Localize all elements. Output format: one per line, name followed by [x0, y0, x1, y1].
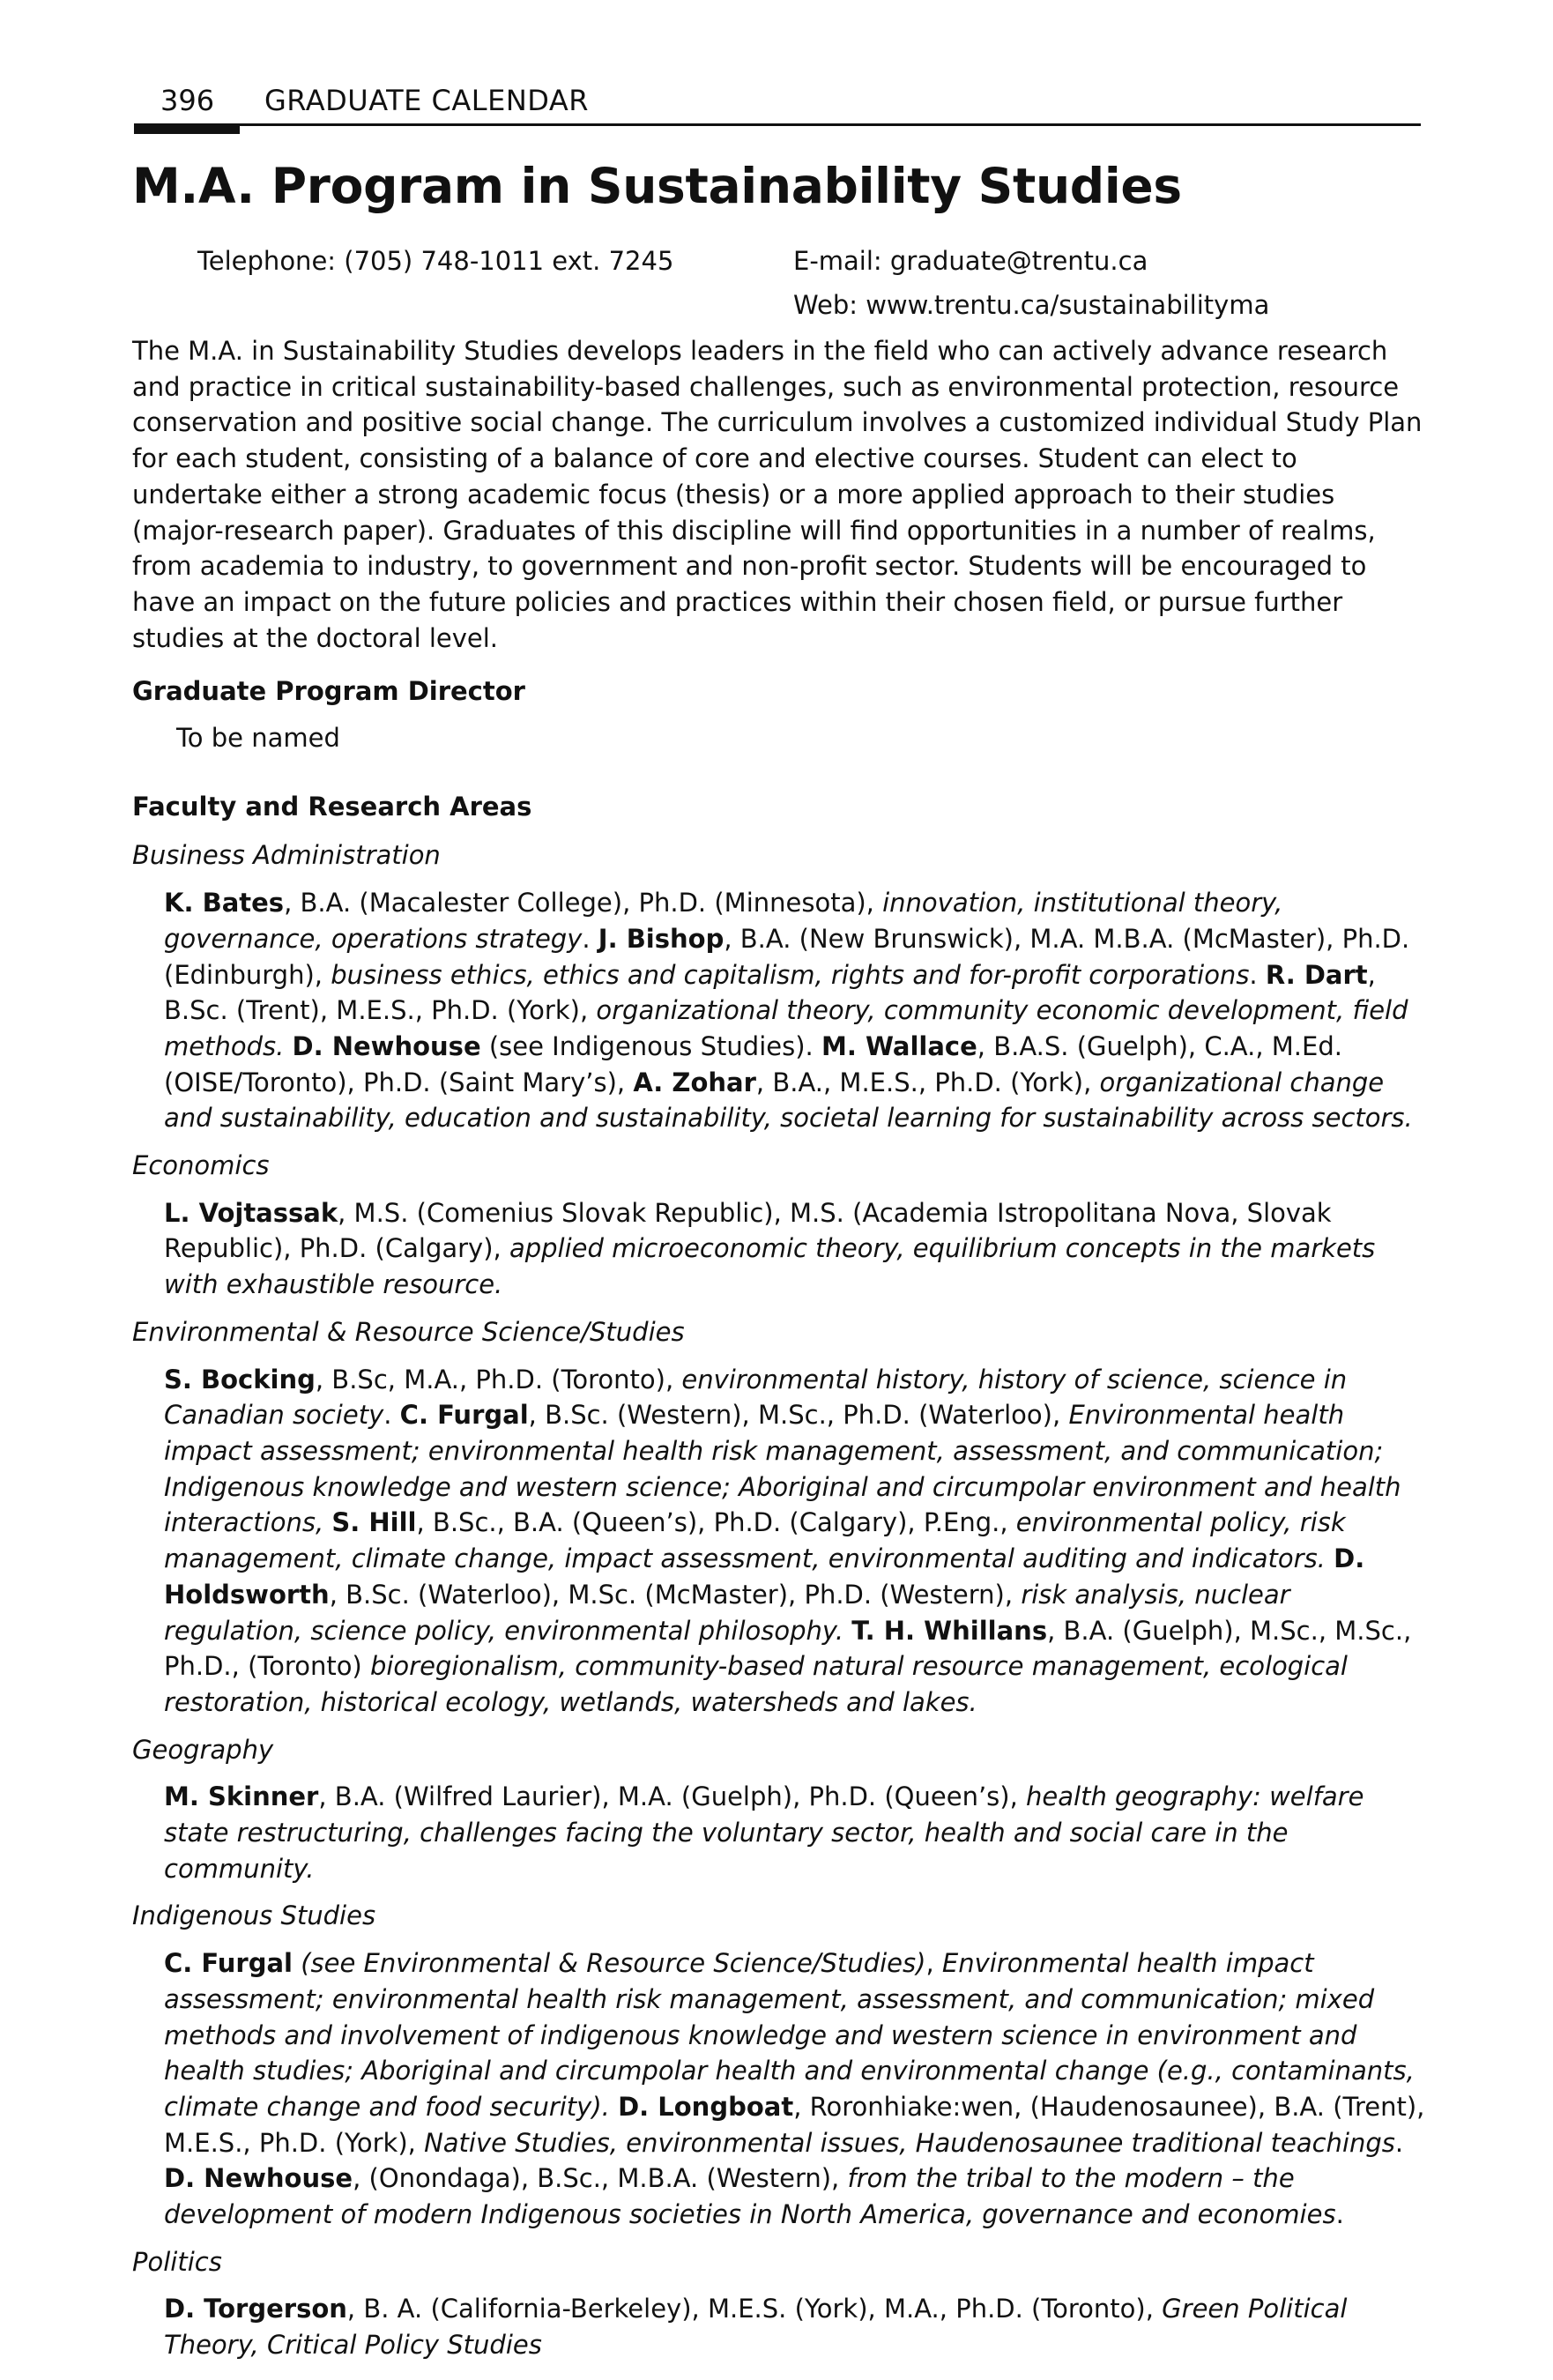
research-areas: business ethics, ethics and capitalism, rights and for-profit corporations: [331, 959, 1250, 990]
department-faculty: S. Bocking, B.Sc, M.A., Ph.D. (Toronto), environmental history, history of science, science in Canadian society. C. Furgal, B.Sc. (Western), M.Sc., Ph.D. (Waterloo), Environmental health impact assessment; environmental health risk management, assessment, and communication; Indigenous knowledge and western science; Aboriginal and circumpolar environment and health interactions, S. Hill, B.Sc., B.A. (Queen’s), Ph.D. (Calgary), P.Eng., environmental policy, risk management, climate change, impact assessment, environmental auditing and indicators. D. Holdsworth, B.Sc. (Waterloo), M.Sc. (McMaster), Ph.D. (Western), risk analysis, nuclear regulation, science policy, environmental philosophy. T. H. Whillans, B.A. (Guelph), M.Sc., M.Sc., Ph.D., (Toronto) bioregionalism, community-based natural resource management, ecological restoration, historical ecology, wetlands, watersheds and lakes.: [164, 1364, 1412, 1717]
department-faculty: C. Furgal (see Environmental & Resource Science/Studies), Environmental health impact assessment; environmental health risk management, assessment, and communication; mixed methods and involvement of indigenous knowledge and western science in environment and health studies; Aboriginal and circumpolar health and environmental change (e.g., contaminants, climate change and food security). D. Longboat, Roronhiake:wen, (Haudenosaunee), B.A. (Trent), M.E.S., Ph.D. (York), Native Studies, environmental issues, Haudenosaunee traditional teachings. D. Newhouse, (Onondaga), B.Sc., M.B.A. (Western), from the tribal to the modern – the development of modern Indigenous societies in North America, governance and economies.: [164, 1948, 1425, 2230]
research-areas: organizational change and sustainability, education and sustainability, societal learning for sustainability across sectors.: [164, 1067, 1413, 1134]
calendar-label: GRADUATE CALENDAR: [264, 84, 589, 117]
research-areas: bioregionalism, community-based natural resource management, ecological restoration, historical ecology, wetlands, watersheds and lakes.: [164, 1651, 1348, 1717]
contact-web: Web: www.trentu.ca/sustainabilityma: [793, 290, 1270, 320]
department-faculty: L. Vojtassak, M.S. (Comenius Slovak Republic), M.S. (Academia Istropolitana Nova, Slovak Republic), Ph.D. (Calgary), applied microeconomic theory, equilibrium concepts in the markets with exhaustible resource.: [164, 1197, 1376, 1300]
program-description: The M.A. in Sustainability Studies develops leaders in the field who can actively advance research and practice in critical sustainability-based challenges, such as environmental protection, resource conservation and positive social change. The curriculum involves a customized individual Study Plan for each student, consisting of a balance of core and elective courses. Student can elect to undertake either a strong academic focus (thesis) or a more applied approach to their studies (major-research paper). Graduates of this discipline will find opportunities in a number of realms, from academia to industry, to government and non-profit sector. Students will be encouraged to have an impact on the future policies and practices within their chosen field, or pursue further studies at the doctoral level.: [132, 336, 1423, 653]
faculty-heading: Faculty and Research Areas: [132, 791, 532, 822]
department-name: Economics: [132, 1150, 270, 1181]
header-rule-accent: [134, 123, 240, 134]
faculty-name: K. Bates: [164, 888, 285, 919]
research-areas: Green Political Theory, Critical Policy Studies: [164, 2294, 1348, 2361]
faculty-name: C. Furgal: [164, 1948, 293, 1979]
faculty-name: M. Skinner: [164, 1781, 319, 1812]
faculty-name: S. Hill: [331, 1507, 417, 1538]
department-faculty: M. Skinner, B.A. (Wilfred Laurier), M.A. (Guelph), Ph.D. (Queen’s), health geography: welfare state restructuring, challenges facing the voluntary sector, health and social care in the community.: [164, 1781, 1364, 1884]
department-faculty: K. Bates, B.A. (Macalester College), Ph.D. (Minnesota), innovation, institutional theory, governance, operations strategy. J. Bishop, B.A. (New Brunswick), M.A. M.B.A. (McMaster), Ph.D. (Edinburgh), business ethics, ethics and capitalism, rights and for-profit corporations. R. Dart, B.Sc. (Trent), M.E.S., Ph.D. (York), organizational theory, community economic development, field methods. D. Newhouse (see Indigenous Studies). M. Wallace, B.A.S. (Guelph), C.A., M.Ed. (OISE/Toronto), Ph.D. (Saint Mary’s), A. Zohar, B.A., M.E.S., Ph.D. (York), organizational change and sustainability, education and sustainability, societal learning for sustainability across sectors.: [164, 888, 1413, 1134]
research-areas: organizational theory, community economic development, field methods.: [164, 995, 1408, 1061]
research-areas: from the tribal to the modern – the development of modern Indigenous societies in North America, governance and economies: [164, 2163, 1336, 2230]
contact-email: E-mail: graduate@trentu.ca: [793, 246, 1148, 276]
faculty-name: T. H. Whillans: [851, 1615, 1048, 1646]
faculty-name: S. Bocking: [164, 1364, 316, 1395]
faculty-name: D. Longboat: [618, 2091, 794, 2122]
research-areas: Environmental health impact assessment; environmental health risk management, assessment, and communication; Indigenous knowledge and western science; Aboriginal and circumpolar environment and health interactions,: [164, 1400, 1401, 1538]
research-areas: risk analysis, nuclear regulation, science policy, environmental philosophy.: [164, 1579, 1290, 1646]
research-areas: health geography: welfare state restructuring, challenges facing the voluntary sector, health and social care in the community.: [164, 1781, 1364, 1884]
faculty-name: R. Dart: [1265, 959, 1368, 990]
department-name: Business Administration: [132, 840, 441, 871]
contact-telephone: Telephone: (705) 748-1011 ext. 7245: [197, 246, 674, 276]
department-faculty: D. Torgerson, B. A. (California-Berkeley), M.E.S. (York), M.A., Ph.D. (Toronto), Green Political Theory, Critical Policy Studies: [164, 2294, 1348, 2361]
research-areas: (see Environmental & Resource Science/Studies): [301, 1948, 926, 1979]
main-content: [132, 333, 1428, 2363]
director-heading: Graduate Program Director: [132, 676, 525, 707]
faculty-name: C. Furgal: [399, 1400, 529, 1431]
faculty-name: L. Vojtassak: [164, 1197, 338, 1228]
faculty-list: [132, 837, 1428, 2362]
running-head: [134, 81, 1421, 123]
faculty-name: D. Newhouse: [292, 1030, 481, 1061]
faculty-name: D. Holdsworth: [164, 1543, 1365, 1610]
faculty-name: A. Zohar: [633, 1067, 756, 1097]
research-areas: innovation, institutional theory, governance, operations strategy: [164, 888, 1283, 954]
department-name: Environmental & Resource Science/Studies: [132, 1316, 685, 1347]
faculty-name: D. Newhouse: [164, 2163, 353, 2194]
research-areas: Native Studies, environmental issues, Haudenosaunee traditional teachings: [424, 2127, 1395, 2158]
faculty-name: M. Wallace: [821, 1030, 977, 1061]
director-value: To be named: [176, 723, 340, 754]
research-areas: applied microeconomic theory, equilibrium concepts in the markets with exhaustible resource.: [164, 1233, 1376, 1300]
page-number: 396: [160, 84, 215, 117]
faculty-name: J. Bishop: [598, 923, 724, 954]
faculty-name: D. Torgerson: [164, 2294, 347, 2324]
department-name: Politics: [132, 2246, 222, 2277]
header-rule: [134, 123, 1421, 126]
research-areas: Environmental health impact assessment; environmental health risk management, assessment, and communication; mixed methods and involvement of indigenous knowledge and western science in environment and health studies; Aboriginal and circumpolar health and environmental change (e.g., contaminants, climate change and food security).: [164, 1948, 1415, 2122]
department-name: Indigenous Studies: [132, 1900, 376, 1931]
research-areas: environmental policy, risk management, climate change, impact assessment, environmental auditing and indicators.: [164, 1507, 1346, 1574]
department-name: Geography: [132, 1734, 274, 1765]
page-title: M.A. Program in Sustainability Studies: [132, 158, 1182, 214]
research-areas: environmental history, history of science, science in Canadian society: [164, 1364, 1348, 1431]
